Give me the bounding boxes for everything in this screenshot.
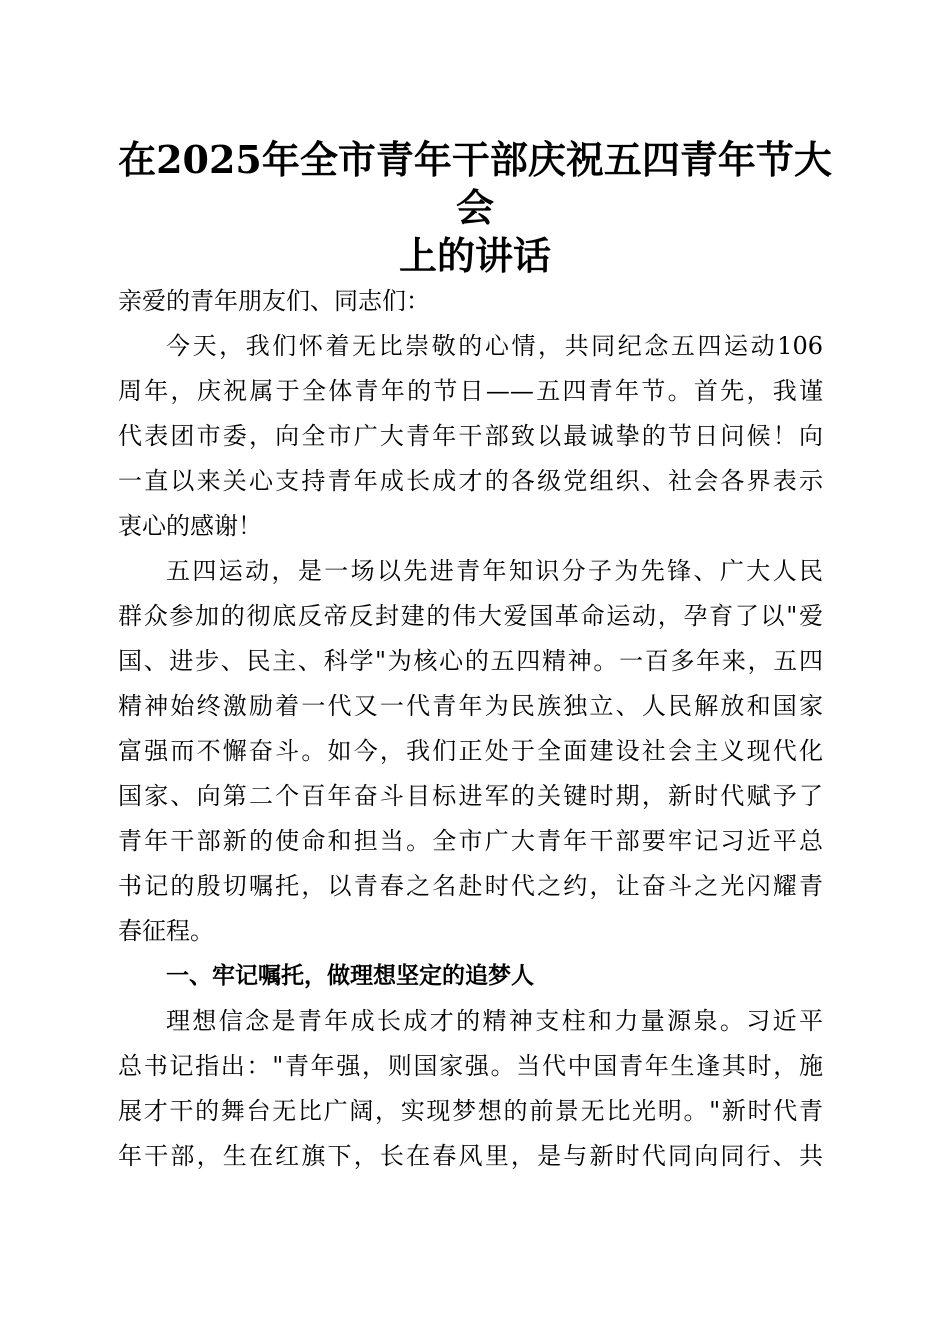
paragraph-2-line: 国、进步、民主、科学"为核心的五四精神。一百多年来，五四 [118, 647, 823, 675]
section-1-heading: 一、牢记嘱托，做理想坚定的追梦人 [166, 963, 534, 989]
title-line: 在2025年全市青年干部庆祝五四青年节大会 [118, 137, 832, 230]
paragraph-2-line: 群众参加的彻底反帝反封建的伟大爱国革命运动，孕育了以"爱 [118, 602, 823, 630]
salutation: 亲爱的青年朋友们、同志们： [118, 287, 430, 315]
paragraph-1-line: 今天，我们怀着无比崇敬的心情，共同纪念五四运动106 [166, 332, 823, 360]
paragraph-3-line: 年干部，生在红旗下，长在春风里，是与新时代同向同行、共 [118, 1142, 823, 1170]
document-body [118, 279, 823, 1179]
paragraph-2-line: 精神始终激励着一代又一代青年为民族独立、人民解放和国家 [118, 692, 823, 720]
paragraph-1-line: 代表团市委，向全市广大青年干部致以最诚挚的节日问候！向 [118, 422, 823, 450]
paragraph-3-line: 理想信念是青年成长成才的精神支柱和力量源泉。习近平 [166, 1007, 823, 1035]
paragraph-1-line: 一直以来关心支持青年成长成才的各级党组织、社会各界表示 [118, 467, 823, 495]
paragraph-3-line: 总书记指出："青年强，则国家强。当代中国青年生逢其时，施 [118, 1052, 823, 1080]
paragraph-3-line: 展才干的舞台无比广阔，实现梦想的前景无比光明。"新时代青 [118, 1097, 823, 1125]
paragraph-2-line: 五四运动，是一场以先进青年知识分子为先锋、广大人民 [166, 557, 823, 585]
paragraph-2-line: 青年干部新的使命和担当。全市广大青年干部要牢记习近平总 [118, 827, 823, 855]
paragraph-1-line: 衷心的感谢！ [118, 512, 262, 540]
paragraph-2-line: 书记的殷切嘱托，以青春之名赴时代之约，让奋斗之光闪耀青 [118, 872, 823, 900]
paragraph-2-line: 富强而不懈奋斗。如今，我们正处于全面建设社会主义现代化 [118, 737, 823, 765]
paragraph-2-line: 国家、向第二个百年奋斗目标进军的关键时期，新时代赋予了 [118, 782, 823, 810]
title-line: 上的讲话 [398, 233, 551, 278]
paragraph-1-line: 周年，庆祝属于全体青年的节日——五四青年节。首先，我谨 [118, 377, 823, 405]
paragraph-2-line: 春征程。 [118, 917, 214, 945]
document-title [100, 136, 850, 280]
